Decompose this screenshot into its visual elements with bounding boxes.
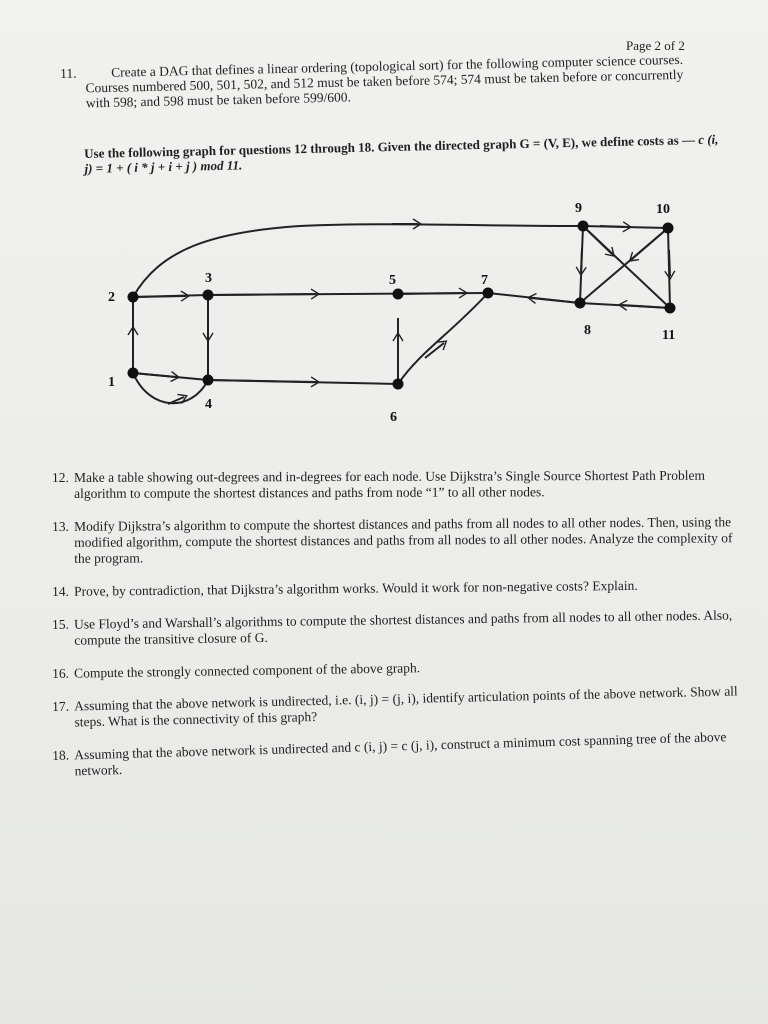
graph-node — [578, 221, 589, 232]
edge-arrow — [133, 296, 186, 297]
node-label: 2 — [108, 290, 115, 305]
edge-4-1 — [133, 373, 208, 403]
node-label: 6 — [390, 410, 397, 425]
edge-arrow — [583, 226, 612, 254]
question-number: 16. — [52, 665, 70, 681]
question-text: Modify Dijkstra’s algorithm to compute the shortest distances and paths from all nodes to all other nodes. Then, using the modified algorithm, compute the shortest distances and paths from all nodes to all other nodes. Analyze the complexity of the program. — [73, 514, 733, 566]
cost-formula: c (i, j) = 1 + ( i * j + i + j ) mod 11. — [84, 131, 719, 176]
graph-node — [575, 298, 586, 309]
graph-node — [393, 289, 404, 300]
graph-node — [128, 368, 139, 379]
question-text: Compute the strongly connected component of the above graph. — [73, 660, 421, 681]
graph-node — [128, 292, 139, 303]
edge-6-7 — [398, 293, 488, 384]
graph-node — [203, 290, 214, 301]
edge-2-9 — [133, 224, 583, 297]
node-label: 9 — [575, 201, 582, 216]
question-18 — [52, 729, 743, 780]
node-label: 8 — [584, 323, 591, 338]
graph-node — [483, 288, 494, 299]
question-text: Assuming that the above network is undirected, i.e. (i, j) = (j, i), identify articulation points of the above network. Show all steps. What is the connectivity of this graph? — [73, 683, 738, 730]
question-14 — [52, 577, 742, 600]
question-number: 15. — [52, 616, 70, 632]
node-label: 1 — [108, 375, 115, 390]
question-15 — [52, 607, 742, 649]
question-text: Create a DAG that defines a linear ordering (topological sort) for the following computer science courses. Courses numbered 500, 501, 502, and 512 must be taken before 574; 574 must be taken before or concurrently with 598; and 598 must be taken before 599/600. — [85, 51, 684, 111]
page-number: Page 2 of 2 — [626, 38, 685, 53]
instructions-text: Use the following graph for questions 12 through 18. Given the directed graph G = (V, E), we define costs as — — [84, 132, 696, 161]
edge-arrow — [208, 380, 316, 382]
question-number: 18. — [52, 747, 70, 763]
edge-arrow — [400, 293, 464, 294]
question-13 — [52, 514, 742, 567]
question-text: Use Floyd’s and Warshall’s algorithms to compute the shortest distances and paths from all nodes to all other nodes. Also, compute the transitive closure of G. — [73, 607, 733, 648]
question-12 — [52, 468, 742, 502]
node-label: 11 — [662, 328, 676, 343]
edge-arrow — [581, 248, 582, 272]
graph-node — [393, 379, 404, 390]
graph-node — [203, 375, 214, 386]
edge-arrow — [669, 250, 670, 276]
question-text: Prove, by contradiction, that Dijkstra’s algorithm works. Would it work for non-negative costs? Explain. — [73, 577, 638, 599]
question-number: 12. — [52, 469, 69, 485]
question-text: Make a table showing out-degrees and in-degrees for each node. Use Dijkstra’s Single Source Shortest Path Problem algorithm to compute the shortest distances and paths from node “1” to all other nodes. — [73, 467, 706, 501]
question-number: 17. — [52, 698, 70, 714]
node-label: 4 — [205, 397, 212, 412]
node-label: 7 — [481, 273, 488, 288]
question-number: 14. — [52, 583, 70, 599]
question-text: Assuming that the above network is undirected and c (i, j) = c (j, i), construct a minimum cost spanning tree of the above network. — [73, 729, 727, 779]
edge-arrow — [531, 298, 580, 303]
edge-arrow — [208, 294, 316, 295]
question-17 — [52, 683, 743, 731]
question-list — [52, 467, 742, 797]
edge-arrow — [133, 373, 176, 377]
graph-node — [665, 303, 676, 314]
graph-node — [663, 223, 674, 234]
node-label: 3 — [205, 271, 212, 286]
question-number: 13. — [52, 518, 69, 534]
question-number: 11. — [60, 65, 77, 81]
node-label: 10 — [656, 202, 670, 217]
edge-arrow — [600, 226, 628, 227]
question-16 — [52, 655, 742, 682]
edge-arrow — [632, 228, 668, 259]
node-label: 5 — [389, 273, 396, 288]
